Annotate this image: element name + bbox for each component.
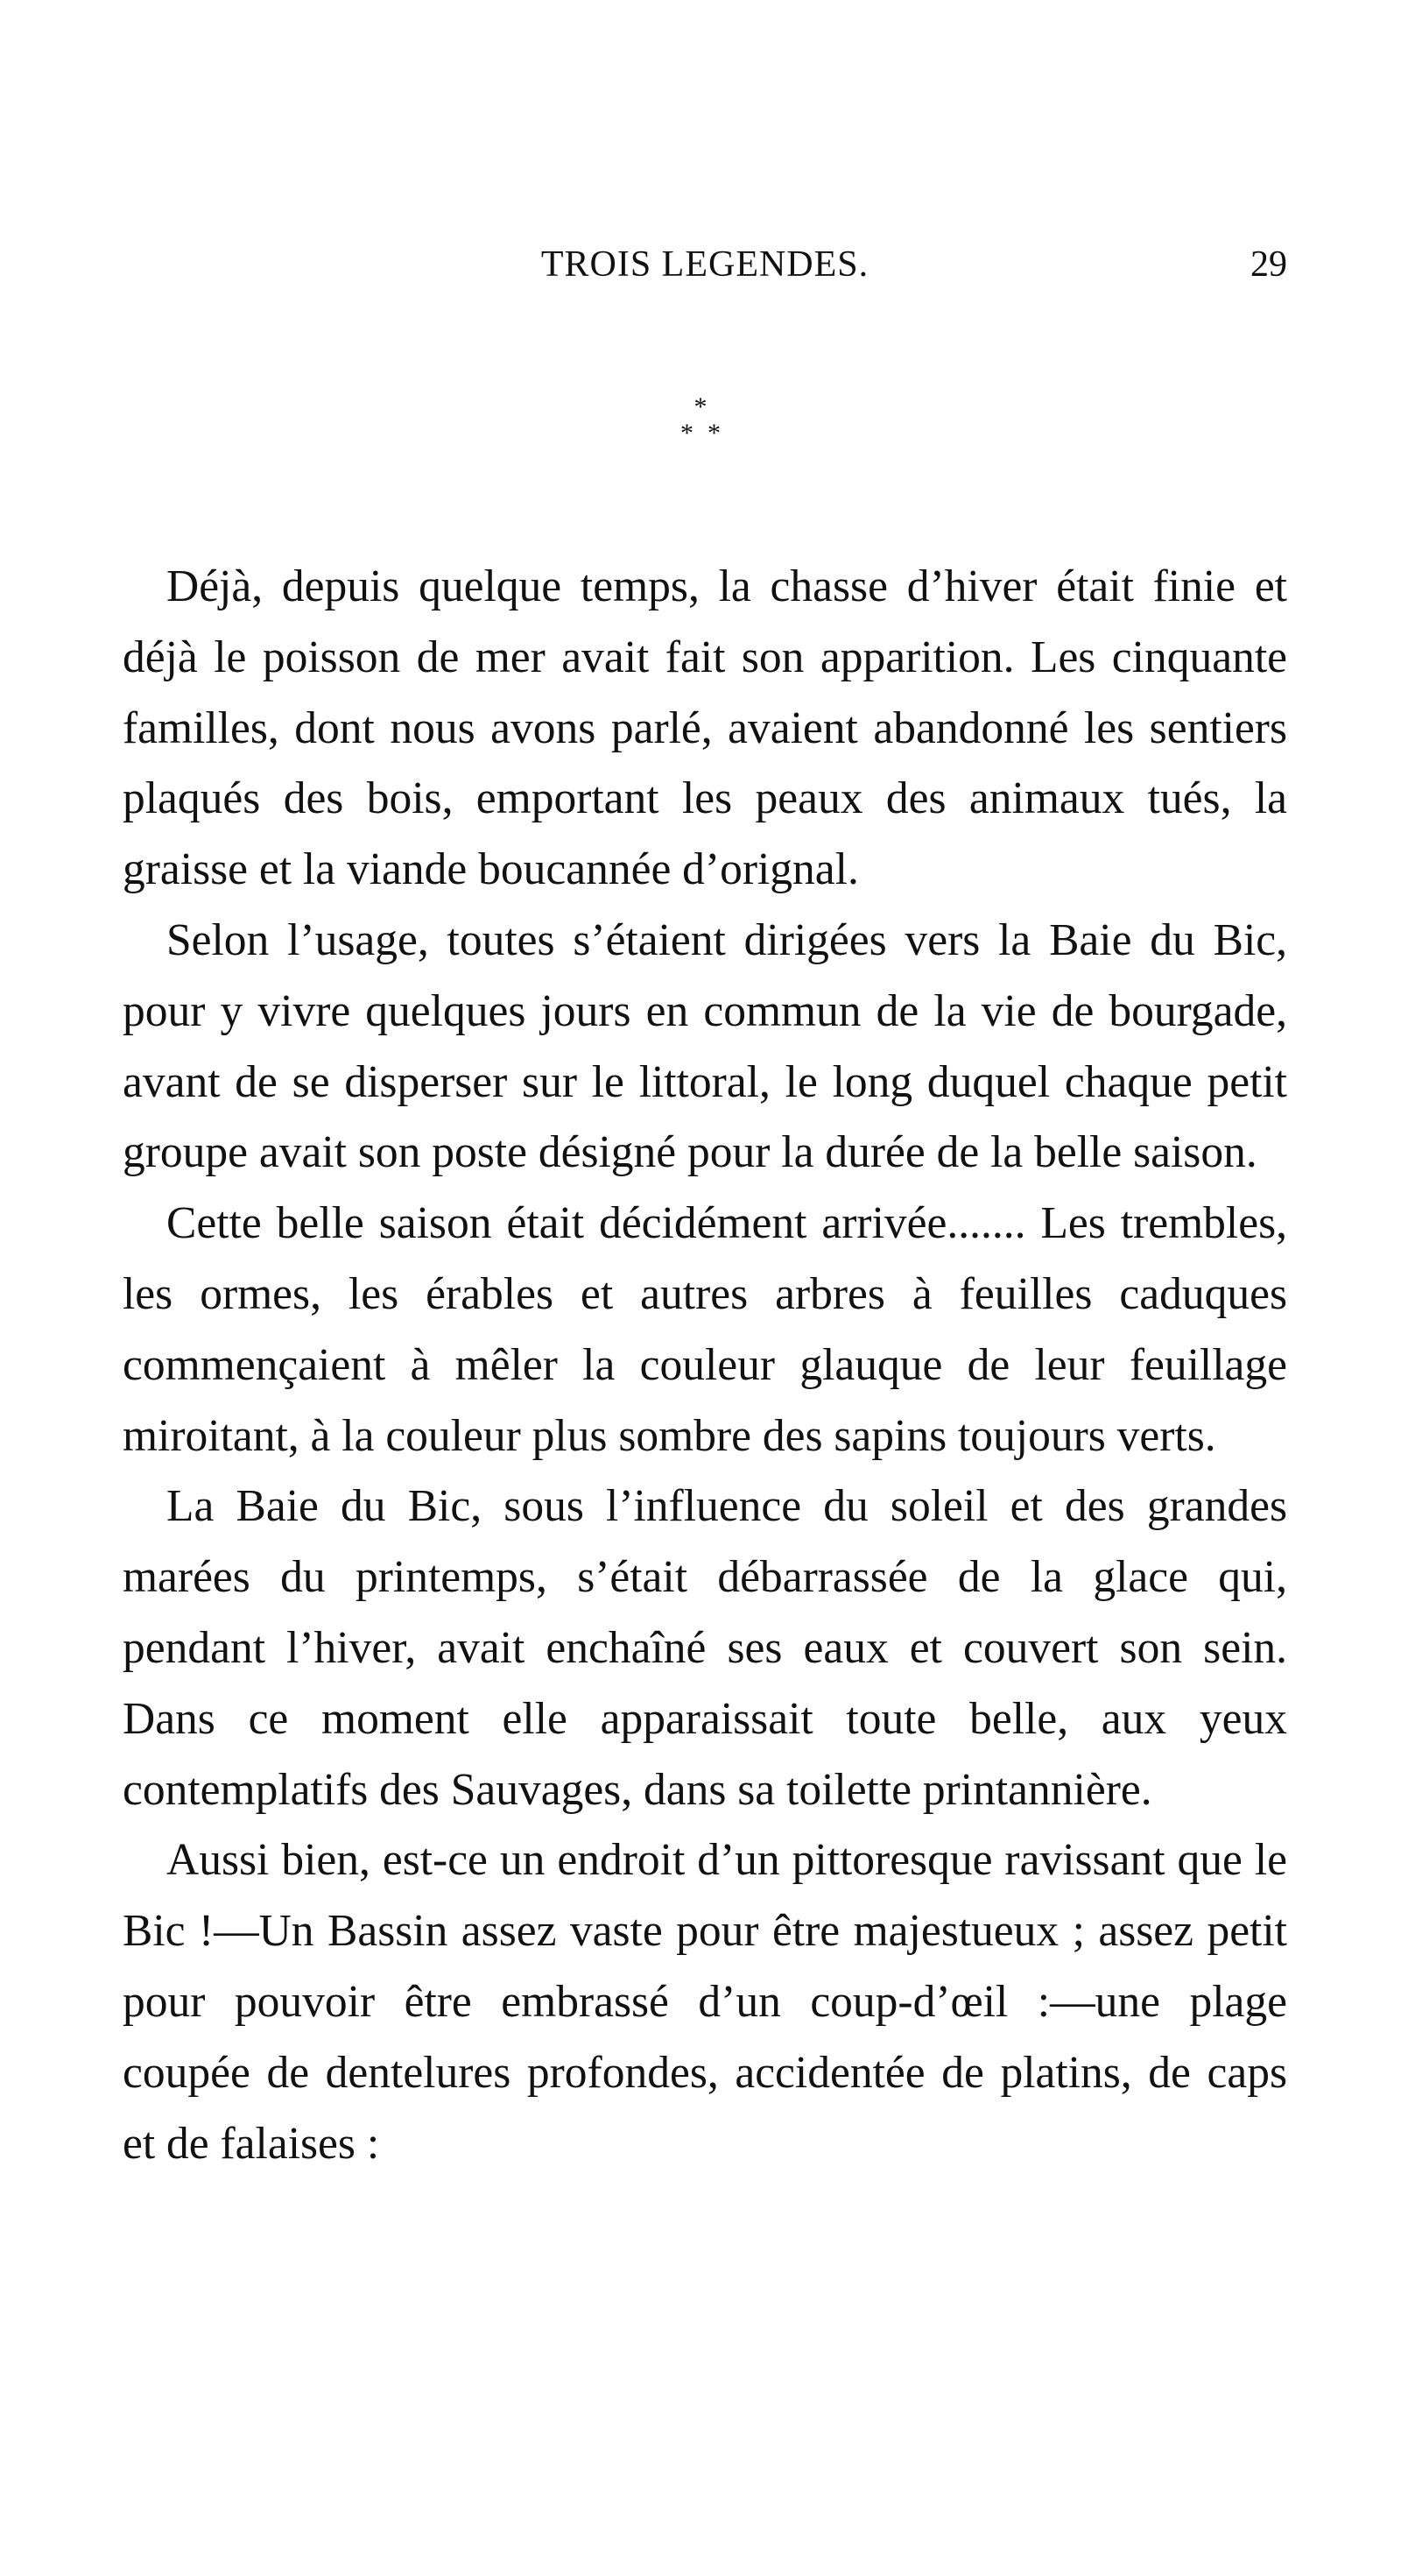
ornament-bottom-stars: ** [680,419,735,448]
running-title: TROIS LEGENDES. [540,244,869,285]
page-number: 29 [1250,244,1287,285]
running-header [123,238,1287,291]
paragraph-5: Aussi bien, est-ce un endroit d’un pittoresque ravissant que le Bic !—Un Bassin assez vaste pour être majestueux ; assez petit pour pouvoir être embrassé d’un coup-d’œil :—une plage coupée de dentelures profondes, accidentée de platins, de caps et de falaises : [123,1835,1287,2169]
paragraph-4: La Baie du Bic, sous l’influence du soleil et des grandes marées du printemps, s’était débarrassée de la glace qui, pendant l’hiver, avait enchaîné ses eaux et couvert son sein. Dans ce moment elle apparaissait toute belle, aux yeux contemplatifs des Sauvages, dans sa toilette printannière. [123,1481,1287,1815]
body-text [123,552,1287,2179]
ornament-top-star: * [693,392,708,421]
section-ornament [0,394,1401,447]
paragraph-2: Selon l’usage, toutes s’étaient dirigées vers la Baie du Bic, pour y vivre quelques jours en commun de la vie de bourgade, avant de se disperser sur le littoral, le long duquel chaque petit groupe avait son poste désigné pour la durée de la belle saison. [123,914,1287,1178]
paragraph-1: Déjà, depuis quelque temps, la chasse d’hiver était finie et déjà le poisson de mer avait fait son apparition. Les cinquante familles, dont nous avons parlé, avaient abandonné les sentiers plaqués des bois, emportant les peaux des animaux tués, la graisse et la viande boucannée d’orignal. [123,561,1287,895]
paragraph-3: Cette belle saison était décidément arrivée....... Les trembles, les ormes, les érables et autres arbres à feuilles caduques commençaient à mêler la couleur glauque de leur feuillage miroitant, à la couleur plus sombre des sapins toujours verts. [123,1198,1287,1461]
